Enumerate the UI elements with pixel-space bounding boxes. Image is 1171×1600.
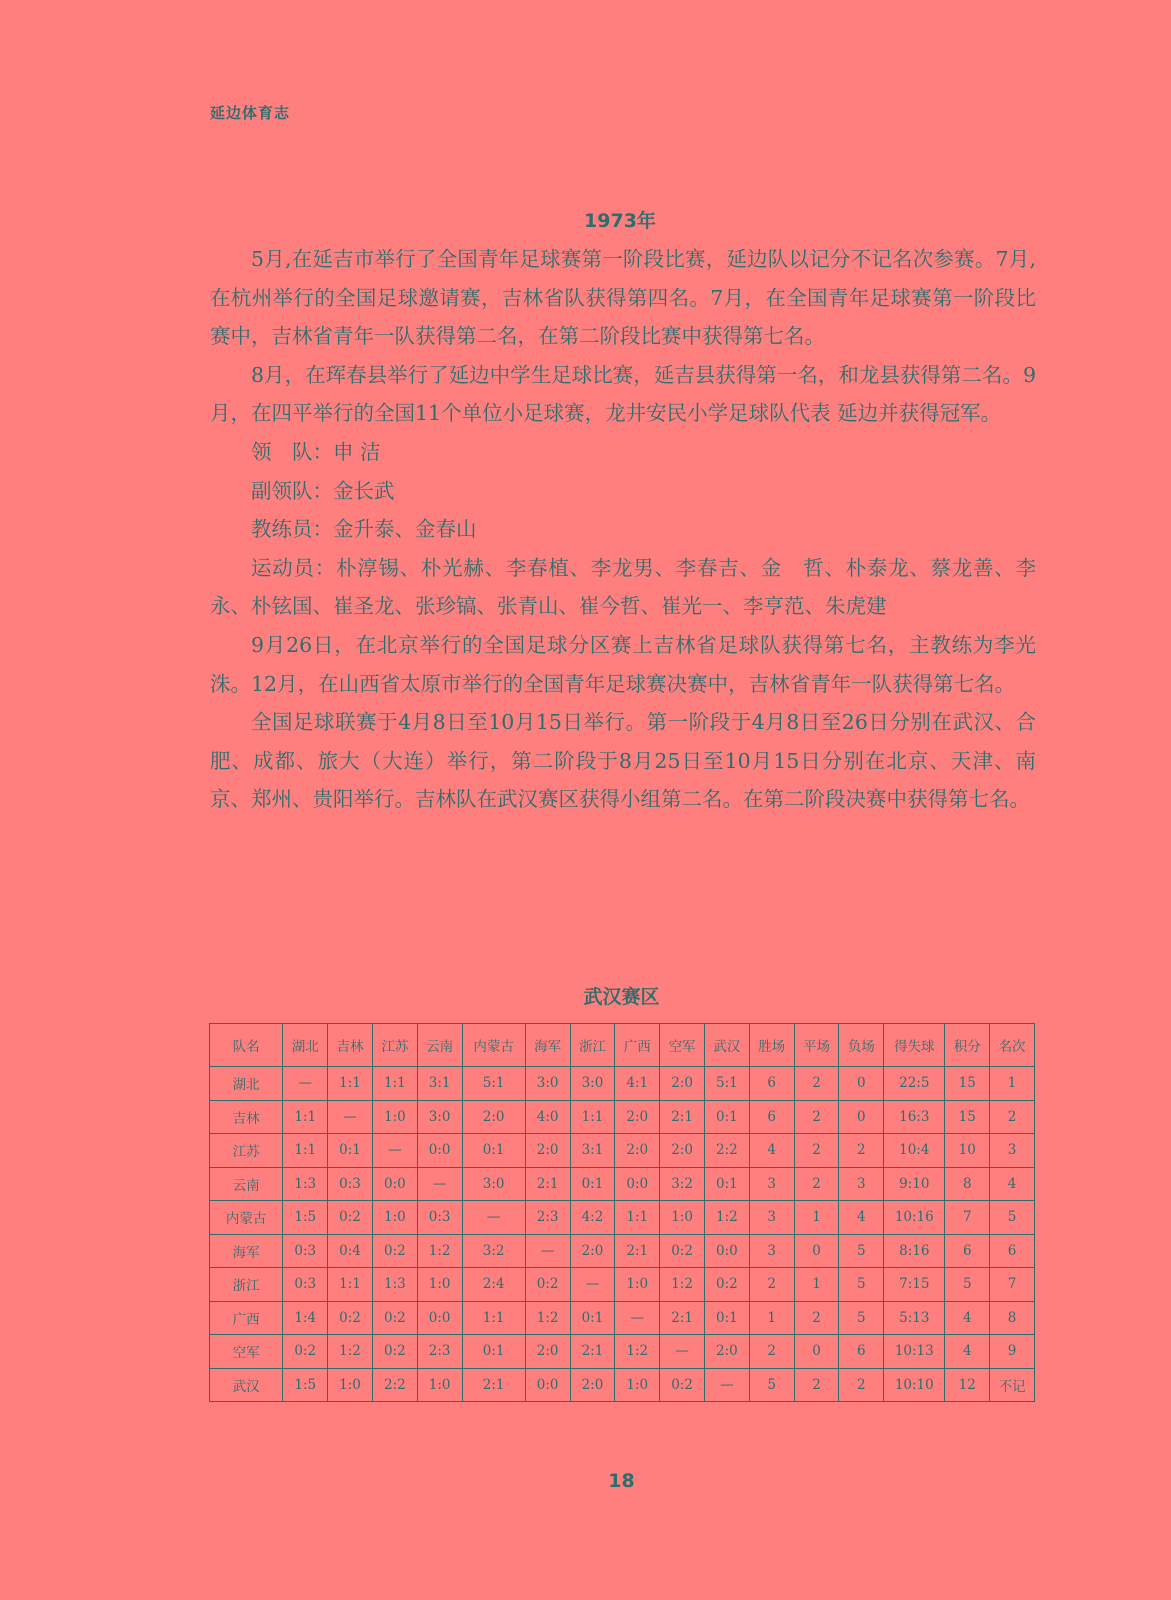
table-cell: 0:0 <box>615 1167 660 1201</box>
table-cell: 1:3 <box>372 1268 417 1302</box>
table-cell: 4 <box>945 1335 990 1369</box>
table-cell: 3 <box>749 1201 794 1235</box>
table-cell: 2 <box>794 1368 839 1402</box>
table-cell: — <box>660 1335 705 1369</box>
table-cell: 2:0 <box>570 1234 615 1268</box>
table-cell: — <box>328 1100 373 1134</box>
table-cell: 3 <box>749 1234 794 1268</box>
column-header: 海军 <box>525 1024 570 1067</box>
table-cell: 12 <box>945 1368 990 1402</box>
table-cell: 0:1 <box>462 1335 525 1369</box>
table-cell: 3 <box>839 1167 884 1201</box>
running-header: 延边体育志 <box>210 104 291 122</box>
table-cell: 0:3 <box>283 1234 328 1268</box>
table-cell: — <box>525 1234 570 1268</box>
table-cell: 10:13 <box>884 1335 945 1369</box>
paragraph: 9月26日，在北京举行的全国足球分区赛上吉林省足球队获得第七名，主教练为李光洙。12月，在山西省太原市举行的全国青年足球赛决赛中，吉林省青年一队获得第七名。 <box>210 632 1036 696</box>
table-cell: 2 <box>794 1100 839 1134</box>
table-cell: 2:3 <box>417 1335 462 1369</box>
table-cell: 2:0 <box>525 1335 570 1369</box>
column-header: 名次 <box>990 1024 1035 1067</box>
table-cell: 0:3 <box>417 1201 462 1235</box>
table-cell: 1:2 <box>417 1234 462 1268</box>
table-cell: 4:0 <box>525 1100 570 1134</box>
table-cell: 9:10 <box>884 1167 945 1201</box>
team-name-cell: 广西 <box>210 1301 283 1335</box>
table-cell: 5 <box>839 1268 884 1302</box>
table-cell: 2:1 <box>660 1100 705 1134</box>
table-cell: 0:2 <box>660 1234 705 1268</box>
table-cell: 1:0 <box>372 1100 417 1134</box>
table-cell: 8 <box>990 1301 1035 1335</box>
table-cell: 1:2 <box>660 1268 705 1302</box>
page-number: 18 <box>608 1470 635 1492</box>
table-cell: 7 <box>945 1201 990 1235</box>
table-cell: 5 <box>839 1301 884 1335</box>
table-cell: 2:1 <box>660 1301 705 1335</box>
table-cell: 0:1 <box>704 1100 749 1134</box>
section-year-title: 1973年 <box>584 210 656 232</box>
table-row <box>210 1301 1035 1335</box>
table-cell: 2 <box>794 1301 839 1335</box>
table-cell: — <box>462 1201 525 1235</box>
column-header: 队名 <box>210 1024 283 1067</box>
table-cell: 3 <box>749 1167 794 1201</box>
table-cell: 2:0 <box>570 1368 615 1402</box>
body-text <box>210 240 1036 819</box>
table-cell: 5 <box>839 1234 884 1268</box>
table-cell: — <box>615 1301 660 1335</box>
table-cell: 10:10 <box>884 1368 945 1402</box>
table-cell: 1:0 <box>417 1268 462 1302</box>
column-header: 云南 <box>417 1024 462 1067</box>
table-cell: 1:1 <box>570 1100 615 1134</box>
table-cell: 0:0 <box>417 1134 462 1168</box>
table-cell: 0:1 <box>570 1167 615 1201</box>
team-name-cell: 内蒙古 <box>210 1201 283 1235</box>
table-cell: 15 <box>945 1100 990 1134</box>
table-cell: 1 <box>794 1201 839 1235</box>
table-row <box>210 1268 1035 1302</box>
table-cell: 1:1 <box>283 1134 328 1168</box>
table-cell: 1:1 <box>328 1067 373 1101</box>
column-header: 得失球 <box>884 1024 945 1067</box>
table-cell: 2:0 <box>525 1134 570 1168</box>
table-cell: 0:0 <box>372 1167 417 1201</box>
table-cell: 0:2 <box>328 1201 373 1235</box>
standings-table <box>209 1023 1035 1402</box>
column-header: 负场 <box>839 1024 884 1067</box>
table-cell: 1:0 <box>328 1368 373 1402</box>
table-cell: 4:2 <box>570 1201 615 1235</box>
table-cell: 3:2 <box>462 1234 525 1268</box>
table-cell: 1:1 <box>615 1201 660 1235</box>
table-cell: 0:0 <box>417 1301 462 1335</box>
table-cell: 3:1 <box>570 1134 615 1168</box>
table-cell: 2 <box>794 1067 839 1101</box>
table-cell: 0:1 <box>704 1301 749 1335</box>
table-cell: 3:1 <box>417 1067 462 1101</box>
table-row <box>210 1201 1035 1235</box>
table-cell: 0:4 <box>328 1234 373 1268</box>
table-cell: 3:0 <box>525 1067 570 1101</box>
table-title: 武汉赛区 <box>583 986 660 1008</box>
table-cell: 1:0 <box>660 1201 705 1235</box>
column-header: 湖北 <box>283 1024 328 1067</box>
table-cell: 1:4 <box>283 1301 328 1335</box>
table-row <box>210 1167 1035 1201</box>
table-cell: 1 <box>749 1301 794 1335</box>
table-cell: 不记 <box>990 1368 1035 1402</box>
table-cell: — <box>570 1268 615 1302</box>
table-body <box>210 1067 1035 1402</box>
table-cell: 6 <box>749 1100 794 1134</box>
table-cell: 0:1 <box>462 1134 525 1168</box>
column-header: 内蒙古 <box>462 1024 525 1067</box>
table-cell: 1:1 <box>328 1268 373 1302</box>
table-row <box>210 1234 1035 1268</box>
table-cell: 10:16 <box>884 1201 945 1235</box>
table-cell: 4 <box>839 1201 884 1235</box>
paragraph: 5月,在延吉市举行了全国青年足球赛第一阶段比赛，延边队以记分不记名次参赛。7月,在杭州举行的全国足球邀请赛，吉林省队获得第四名。7月，在全国青年足球赛第一阶段比赛中，吉林省青年一队获得第二名，在第二阶段比赛中获得第七名。 <box>210 247 1036 349</box>
table-cell: 1:0 <box>615 1368 660 1402</box>
table-cell: 2:0 <box>615 1134 660 1168</box>
table-cell: 1:2 <box>328 1335 373 1369</box>
table-cell: 5 <box>749 1368 794 1402</box>
team-name-cell: 海军 <box>210 1234 283 1268</box>
column-header: 武汉 <box>704 1024 749 1067</box>
table-cell: 1:1 <box>372 1067 417 1101</box>
table-cell: 5 <box>990 1201 1035 1235</box>
table-row <box>210 1335 1035 1369</box>
paragraph: 全国足球联赛于4月8日至10月15日举行。第一阶段于4月8日至26日分别在武汉、合肥、成都、旅大（大连）举行，第二阶段于8月25日至10月15日分别在北京、天津、南京、郑州、贵阳举行。吉林队在武汉赛区获得小组第二名。在第二阶段决赛中获得第七名。 <box>210 710 1036 812</box>
table-cell: 0:3 <box>283 1268 328 1302</box>
table-cell: 0 <box>794 1234 839 1268</box>
column-header: 吉林 <box>328 1024 373 1067</box>
table-cell: 4 <box>945 1301 990 1335</box>
table-cell: 0:0 <box>704 1234 749 1268</box>
table-cell: 2:1 <box>570 1335 615 1369</box>
table-cell: 7:15 <box>884 1268 945 1302</box>
table-cell: 0:2 <box>372 1234 417 1268</box>
table-cell: 1:0 <box>372 1201 417 1235</box>
table-cell: 0:2 <box>283 1335 328 1369</box>
table-cell: — <box>372 1134 417 1168</box>
table-cell: 2 <box>749 1335 794 1369</box>
table-cell: 2:3 <box>525 1201 570 1235</box>
table-cell: 2:0 <box>704 1335 749 1369</box>
table-cell: 0:1 <box>570 1301 615 1335</box>
table-cell: 0 <box>839 1067 884 1101</box>
table-cell: 2:1 <box>462 1368 525 1402</box>
table-cell: 0:2 <box>704 1268 749 1302</box>
table-cell: 6 <box>839 1335 884 1369</box>
table-cell: — <box>704 1368 749 1402</box>
table-row <box>210 1134 1035 1168</box>
table-cell: 0:2 <box>525 1268 570 1302</box>
table-cell: 3:0 <box>462 1167 525 1201</box>
table-cell: 0:2 <box>660 1368 705 1402</box>
table-cell: 3 <box>990 1134 1035 1168</box>
table-cell: 1:5 <box>283 1368 328 1402</box>
table-cell: 15 <box>945 1067 990 1101</box>
table-cell: 6 <box>945 1234 990 1268</box>
table-row <box>210 1067 1035 1101</box>
table-cell: 2:0 <box>462 1100 525 1134</box>
team-name-cell: 湖北 <box>210 1067 283 1101</box>
team-name-cell: 浙江 <box>210 1268 283 1302</box>
table-cell: 5:1 <box>462 1067 525 1101</box>
table-cell: 1:5 <box>283 1201 328 1235</box>
table-cell: 1:0 <box>417 1368 462 1402</box>
table-cell: 1:2 <box>615 1335 660 1369</box>
table-cell: 2:1 <box>615 1234 660 1268</box>
column-header: 江苏 <box>372 1024 417 1067</box>
table-cell: 0:2 <box>328 1301 373 1335</box>
table-cell: 1:2 <box>704 1201 749 1235</box>
table-cell: 0:1 <box>704 1167 749 1201</box>
table-cell: 4:1 <box>615 1067 660 1101</box>
column-header: 胜场 <box>749 1024 794 1067</box>
table-cell: 8 <box>945 1167 990 1201</box>
table-cell: 0:2 <box>372 1301 417 1335</box>
table-cell: 1:2 <box>525 1301 570 1335</box>
table-cell: 2:0 <box>660 1134 705 1168</box>
table-cell: 10:4 <box>884 1134 945 1168</box>
table-cell: 1:1 <box>283 1100 328 1134</box>
table-cell: 2 <box>990 1100 1035 1134</box>
table-cell: 6 <box>990 1234 1035 1268</box>
table-cell: 2 <box>839 1134 884 1168</box>
team-name-cell: 江苏 <box>210 1134 283 1168</box>
table-cell: 4 <box>749 1134 794 1168</box>
table-cell: 10 <box>945 1134 990 1168</box>
table-cell: 0 <box>839 1100 884 1134</box>
team-name-cell: 云南 <box>210 1167 283 1201</box>
team-name-cell: 空军 <box>210 1335 283 1369</box>
table-cell: 2:0 <box>615 1100 660 1134</box>
table-cell: 0:2 <box>372 1335 417 1369</box>
table-cell: 16:3 <box>884 1100 945 1134</box>
table-cell: 3:0 <box>417 1100 462 1134</box>
table-cell: 2 <box>794 1167 839 1201</box>
paragraph: 领 队：申 洁 <box>251 439 381 464</box>
column-header: 积分 <box>945 1024 990 1067</box>
table-header <box>210 1024 1035 1067</box>
team-name-cell: 武汉 <box>210 1368 283 1402</box>
table-cell: 5 <box>945 1268 990 1302</box>
paragraph: 教练员：金升泰、金春山 <box>251 517 477 542</box>
table-cell: 9 <box>990 1335 1035 1369</box>
table-cell: 1:3 <box>283 1167 328 1201</box>
table-cell: — <box>417 1167 462 1201</box>
table-cell: 2:0 <box>660 1067 705 1101</box>
table-row <box>210 1368 1035 1402</box>
table-cell: 1:1 <box>462 1301 525 1335</box>
table-cell: 2 <box>794 1134 839 1168</box>
table-header-row <box>210 1024 1035 1067</box>
table-cell: 2 <box>839 1368 884 1402</box>
table-cell: 8:16 <box>884 1234 945 1268</box>
table-cell: 0:0 <box>525 1368 570 1402</box>
table-cell: 2 <box>749 1268 794 1302</box>
table-row <box>210 1100 1035 1134</box>
table-cell: 5:1 <box>704 1067 749 1101</box>
paragraph: 运动员：朴淳锡、朴光赫、李春植、李龙男、李春吉、金 哲、朴泰龙、蔡龙善、李 永、朴铉国、崔圣龙、张珍镐、张青山、崔今哲、崔光一、李亨范、朱虎建 <box>210 555 1036 619</box>
paragraph: 8月，在珲春县举行了延边中学生足球比赛，延吉县获得第一名，和龙县获得第二名。9月，在四平举行的全国11个单位小足球赛，龙井安民小学足球队代表 延边并获得冠军。 <box>210 362 1036 426</box>
table-cell: 4 <box>990 1167 1035 1201</box>
table-cell: 3:2 <box>660 1167 705 1201</box>
table-cell: — <box>283 1067 328 1101</box>
table-cell: 1 <box>794 1268 839 1302</box>
table-cell: 1:0 <box>615 1268 660 1302</box>
table-cell: 7 <box>990 1268 1035 1302</box>
table-cell: 2:1 <box>525 1167 570 1201</box>
paragraph: 副领队：金长武 <box>251 478 395 503</box>
table-cell: 5:13 <box>884 1301 945 1335</box>
column-header: 空军 <box>660 1024 705 1067</box>
team-name-cell: 吉林 <box>210 1100 283 1134</box>
table-cell: 2:4 <box>462 1268 525 1302</box>
table-cell: 1 <box>990 1067 1035 1101</box>
table-cell: 3:0 <box>570 1067 615 1101</box>
column-header: 平场 <box>794 1024 839 1067</box>
table-cell: 2:2 <box>372 1368 417 1402</box>
table-cell: 6 <box>749 1067 794 1101</box>
table-cell: 22:5 <box>884 1067 945 1101</box>
table-cell: 0 <box>794 1335 839 1369</box>
table-cell: 2:2 <box>704 1134 749 1168</box>
table-cell: 0:1 <box>328 1134 373 1168</box>
table-cell: 0:3 <box>328 1167 373 1201</box>
column-header: 浙江 <box>570 1024 615 1067</box>
column-header: 广西 <box>615 1024 660 1067</box>
